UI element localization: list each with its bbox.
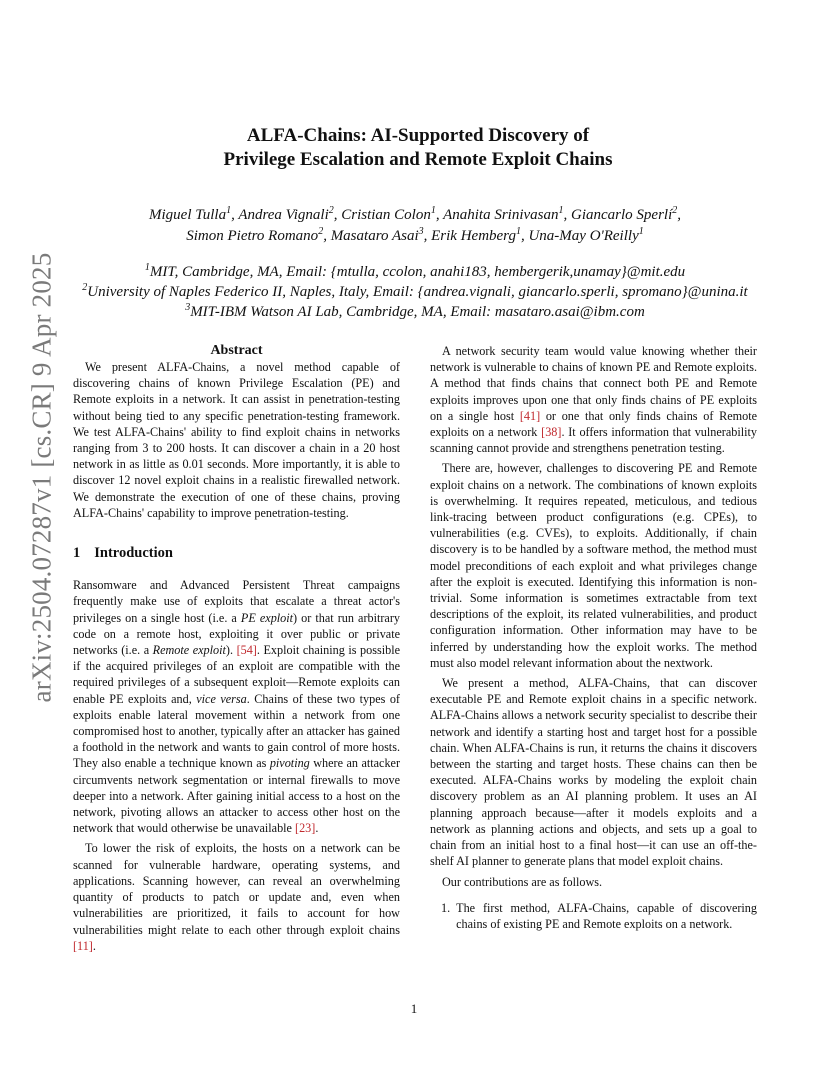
right-paragraph-3: We present a method, ALFA-Chains, that can discover executable PE and Remote exploit chains in a specific network. ALFA-Chains allows a network security specialist to describe their network and identify a starting host and target host for a possible chain. When ALFA-Chains is run, it returns the chains it discovers between the starting and target hosts. These chains can then be executed. ALFA-Chains works by modeling the exploit chain discovery problem as an AI planning problem. It uses an AI planning approach because—after it models exploits and a network as planning actions and objects, and sets up a goal to chain from an initial host to a final host—it can use an off-the-shelf AI planner to generate plans that model exploit chains. bbox=[430, 676, 757, 869]
right-paragraph-4: Our contributions are as follows. bbox=[442, 874, 603, 889]
citation-link[interactable]: [41] bbox=[519, 408, 541, 423]
author-name: Simon Pietro Romano$^2$ bbox=[186, 226, 324, 244]
author-name: Giancarlo Sperlí$^2$ bbox=[571, 205, 678, 223]
title-line-1: ALFA-Chains: AI-Supported Discovery of bbox=[246, 125, 590, 146]
section-heading-introduction bbox=[73, 545, 400, 561]
author-name: Andrea Vignali$^2$ bbox=[238, 205, 334, 223]
author-name: Miguel Tulla$^1$ bbox=[149, 205, 232, 223]
author-name: Erik Hemberg$^1$ bbox=[431, 226, 521, 244]
intro-paragraph-1: Ransomware and Advanced Persistent Threat campaigns frequently make use of exploits that escalate a threat actor's privileges on a single host (i.e. a PE exploit) or that run arbitrary code on a remote host, exploiting it over public or private networks (i.e. a Remote exploit). [54]. Exploit chaining is possible if the acquired privileges of an exploit are compatible with the required privileges of a subsequent exploit—Remote exploits can enable PE exploits and, vice versa. Chains of these two types of exploits enable lateral movement within a network from one compromised host to another, typically after an attacker has gained a foothold in the network and wants to gain control of more hosts. They also enable a technique known as pivoting where an attacker circumvents network segmentation or internal firewalls to move deeper into a network. After gaining initial access to a host on the network, pivoting allows an attacker to access other host on the network that would otherwise be unavailable [23]. bbox=[73, 578, 401, 836]
author-name: Cristian Colon$^1$ bbox=[341, 205, 436, 223]
italic-term: PE exploit bbox=[240, 610, 294, 625]
arxiv-identifier-text: arXiv:2504.07287v1 [cs.CR] 9 Apr 2025 bbox=[26, 252, 57, 703]
title-line-2: Privilege Escalation and Remote Exploit Chains bbox=[223, 149, 613, 170]
abstract-heading: Abstract bbox=[210, 343, 263, 358]
affiliation-line: $^1$MIT, Cambridge, MA, Email: {mtulla, ccolon, anahi183, hembergerik,unamay}@mit.edu bbox=[144, 262, 686, 280]
page-number: 1 bbox=[410, 1001, 418, 1016]
paper-title bbox=[0, 124, 828, 172]
contribution-item bbox=[430, 900, 757, 932]
author-name: Anahita Srinivasan$^1$ bbox=[443, 205, 564, 223]
contribution-text: The first method, ALFA-Chains, capable of discovering chains of existing PE and Remote exploits on a network. bbox=[456, 900, 757, 931]
arxiv-identifier-stamp bbox=[20, 252, 64, 703]
right-paragraph-1: A network security team would value knowing whether their network is vulnerable to chains of known PE and Remote exploits. A method that finds chains that connect both PE and Remote exploits improves upon one that only finds chains of PE exploits on a single host [41] or one that only finds chains of Remote exploits on a network [38]. It offers information that vulnerability scanning cannot provide and strengthens penetration testing. bbox=[430, 344, 757, 456]
italic-term: pivoting bbox=[269, 756, 310, 771]
author-list: Miguel Tulla$^1$, Andrea Vignali$^2$, Cristian Colon$^1$, Anahita Srinivasan$^1$, Giancarlo Sperlí$^2$, Simon Pietro Romano$^2$, Masataro Asai$^3$, Erik Hemberg$^1$, Una-May O'Reilly$^1$ bbox=[149, 205, 681, 244]
affiliation-line: $^2$University of Naples Federico II, Naples, Italy, Email: {andrea.vignali, giancarlo.sperli, spromano}@unina.it bbox=[82, 282, 748, 300]
citation-link[interactable]: [38] bbox=[541, 425, 562, 440]
citation-link[interactable]: [54] bbox=[236, 643, 257, 658]
right-paragraph-2: There are, however, challenges to discovering PE and Remote exploit chains on a network. The combinations of known exploits is overwhelming. It requires repeated, meticulous, and tedious link-tracing between product configurations (e.g. CPEs), to vulnerabilities (e.g. CVEs), to exploits. Additionally, if chain discovery is to be handled by a software method, the method must model preconditions of each exploit and what privileges change after the exploit is executed. Identifying this information is non-trivial. Some information is sometimes extractable from text descriptions of the exploit, its related vulnerabilities, and product configuration information. Other information may have to be inferred by understanding how the exploit works. The method must also model relevant information about the nextwork. bbox=[430, 461, 757, 670]
intro-paragraph-2: To lower the risk of exploits, the hosts on a network can be scanned for vulnerable hardware, operating systems, and applications. Scanning however, can reveal an overwhelming quantity of products to patch or update and, even when vulnerabilities are prioritized, it fails to account for how vulnerabilities might relate to each other through exploit chains [11]. bbox=[73, 841, 400, 953]
abstract-text: We present ALFA-Chains, a novel method capable of discovering chains of known Privilege Escalation (PE) and Remote exploits in a network. It can assist in penetration-testing without being tied to any specific penetration-testing framework. We test ALFA-Chains' ability to find exploit chains in networks ranging from 3 to 200 hosts. It can discover a chain in a 20 host network in as little as 0.01 seconds. More importantly, it is able to discover 12 novel exploit chains in a realistic firewalled network. We demonstrate the execution of one of these chains, proving ALFA-Chains' capability to improve penetration-testing. bbox=[73, 360, 400, 520]
section-number: 1 bbox=[73, 545, 81, 562]
citation-link[interactable]: [23] bbox=[295, 821, 316, 836]
italic-term: vice versa bbox=[196, 691, 247, 706]
contributions-list bbox=[430, 900, 757, 932]
citation-link[interactable]: [11] bbox=[73, 938, 93, 953]
section-title: Introduction bbox=[94, 545, 173, 562]
author-name: Una-May O'Reilly$^1$ bbox=[528, 226, 644, 244]
author-name: Masataro Asai$^3$ bbox=[330, 226, 424, 244]
affiliation-list bbox=[20, 262, 810, 322]
left-column bbox=[73, 343, 400, 954]
italic-term: Remote exploit bbox=[152, 643, 226, 658]
right-column bbox=[430, 343, 757, 932]
contribution-number: 1. bbox=[441, 900, 451, 915]
affiliation-line: $^3$MIT-IBM Watson AI Lab, Cambridge, MA, Email: masataro.asai@ibm.com bbox=[185, 302, 645, 320]
